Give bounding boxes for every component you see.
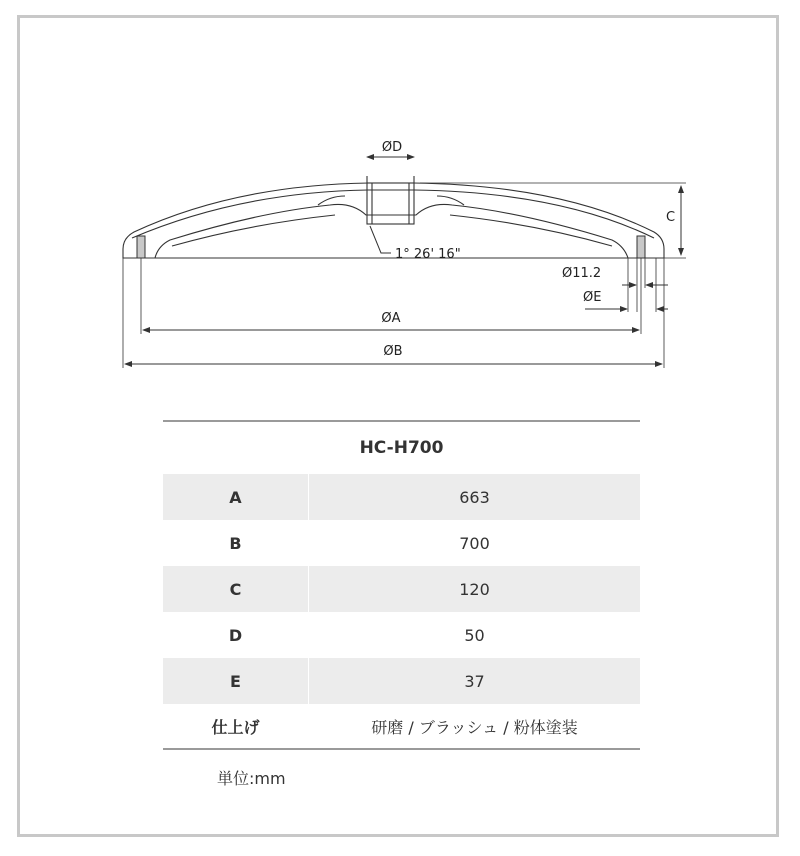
row-value: 700: [459, 533, 490, 553]
row-label: A: [163, 474, 309, 520]
dim-a-label: ØA: [381, 311, 401, 326]
table-row: [163, 520, 640, 566]
row-value: 50: [464, 625, 485, 645]
handle-technical-drawing: [0, 0, 800, 420]
row-value: 37: [309, 658, 641, 704]
dim-d-label: ØD: [381, 140, 403, 155]
spec-table: [163, 420, 640, 750]
row-value: 120: [309, 566, 641, 612]
table-header-row: [163, 421, 640, 474]
table-row: [163, 612, 640, 658]
row-label: E: [163, 658, 309, 704]
row-value: 研磨 / ブラッシュ / 粉体塗装: [309, 704, 641, 749]
center-boss: [367, 176, 414, 224]
row-value: 663: [309, 474, 641, 520]
row-label: B: [163, 520, 309, 566]
dim-hole-label: Ø11.2: [562, 266, 602, 281]
table-row: [163, 474, 640, 520]
end-posts: [137, 236, 645, 258]
handle-outline: [123, 183, 664, 258]
unit-note: 単位:mm: [217, 769, 286, 788]
dim-c-label: C: [666, 210, 676, 225]
table-row: [163, 704, 640, 749]
dim-b-label: ØB: [383, 344, 403, 359]
row-label: D: [163, 612, 309, 658]
model-name: HC-H700: [163, 421, 640, 474]
table-row: [163, 658, 640, 704]
angle-label: 1° 26' 16": [395, 247, 461, 262]
dim-e-label: ØE: [583, 290, 602, 305]
row-label: C: [163, 566, 309, 612]
row-label: 仕上げ: [163, 704, 309, 749]
table-row: [163, 566, 640, 612]
